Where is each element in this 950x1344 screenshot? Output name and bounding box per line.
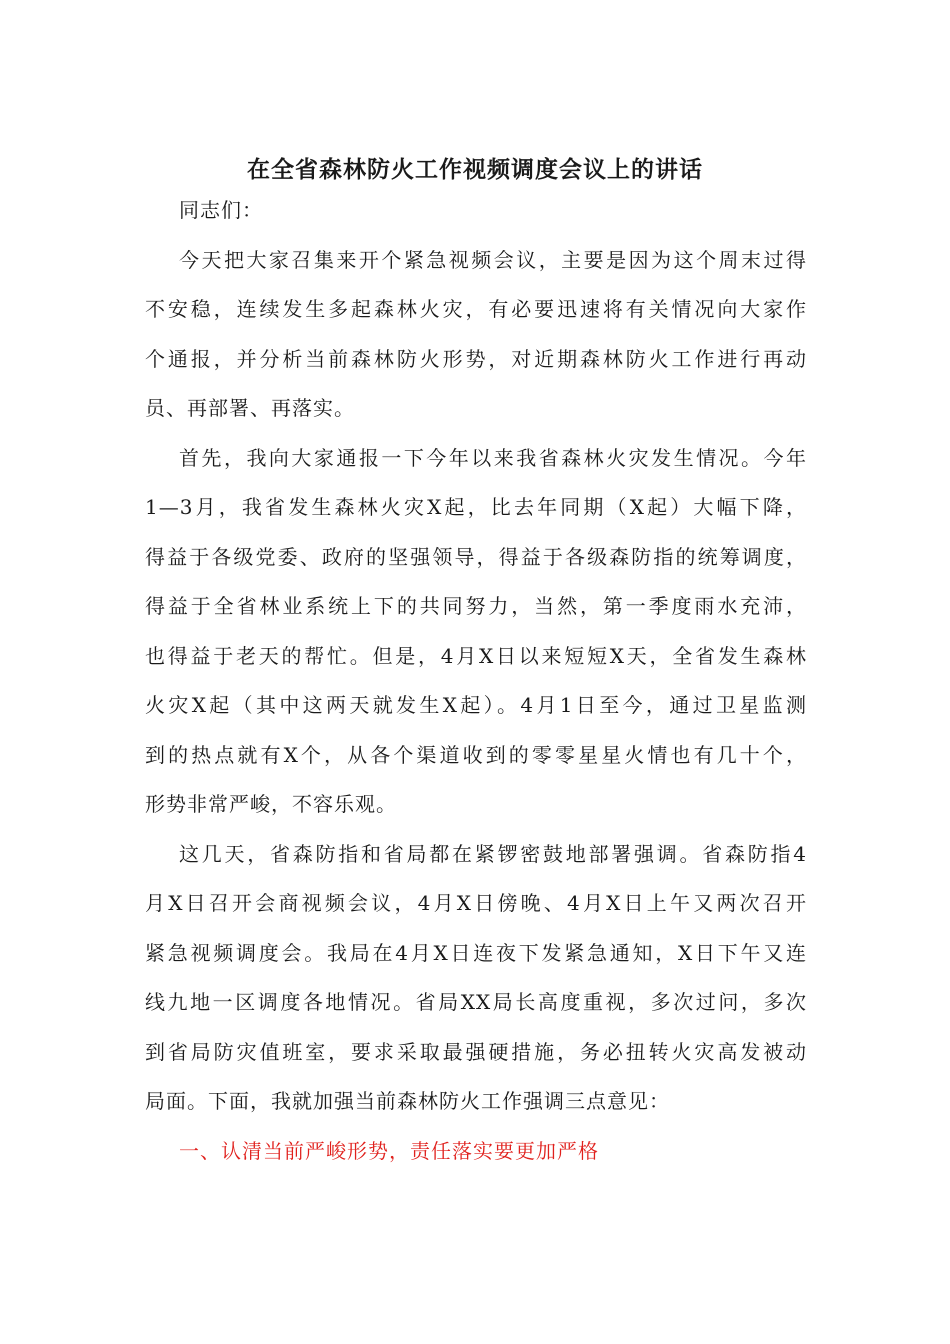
paragraph-2-line-7: 到的热点就有X个，从各个渠道收到的零零星星火情也有几十个， — [145, 742, 807, 767]
paragraph-3-line-6: 局面。下面，我就加强当前森林防火工作强调三点意见： — [145, 1089, 670, 1113]
paragraph-2-line-6: 火灾X起（其中这两天就发生X起）。4月1日至今，通过卫星监测 — [145, 693, 807, 717]
document-body — [145, 186, 807, 1176]
paragraph-2-line-3: 得益于各级党委、政府的坚强领导，得益于各级森防指的统筹调度， — [145, 544, 807, 569]
paragraph-3-line-1: 这几天，省森防指和省局都在紧锣密鼓地部署强调。省森防指4 — [179, 841, 807, 866]
paragraph-2-line-8: 形势非常严峻，不容乐观。 — [145, 792, 397, 816]
paragraph-2-line-1: 首先，我向大家通报一下今年以来我省森林火灾发生情况。今年 — [179, 445, 807, 470]
document-title: 在全省森林防火工作视频调度会议上的讲话 — [247, 156, 703, 183]
paragraph-2-line-5: 也得益于老天的帮忙。但是，4月X日以来短短X天，全省发生森林 — [145, 643, 807, 668]
paragraph-3-line-3: 紧急视频调度会。我局在4月X日连夜下发紧急通知，X日下午又连 — [145, 940, 807, 965]
section-heading-1: 一、认清当前严峻形势，责任落实要更加严格 — [179, 1138, 599, 1163]
paragraph-1-line-1: 今天把大家召集来开个紧急视频会议，主要是因为这个周末过得 — [179, 247, 807, 272]
paragraph-2-line-4: 得益于全省林业系统上下的共同努力，当然，第一季度雨水充沛， — [145, 594, 807, 618]
paragraph-1-line-3: 个通报，并分析当前森林防火形势，对近期森林防火工作进行再动 — [145, 346, 807, 371]
paragraph-1-line-4: 员、再部署、再落实。 — [145, 396, 355, 420]
paragraph-1-line-2: 不安稳，连续发生多起森林火灾，有必要迅速将有关情况向大家作 — [145, 297, 807, 321]
paragraph-2-line-2: 1—3月，我省发生森林火灾X起，比去年同期（X起）大幅下降， — [145, 495, 807, 519]
paragraph-3-line-2: 月X日召开会商视频会议，4月X日傍晚、4月X日上午又两次召开 — [145, 891, 807, 915]
paragraph-3-line-4: 线九地一区调度各地情况。省局XX局长高度重视，多次过问，多次 — [145, 990, 807, 1014]
salutation: 同志们： — [179, 198, 263, 222]
paragraph-3-line-5: 到省局防灾值班室，要求采取最强硬措施，务必扭转火灾高发被动 — [145, 1039, 807, 1064]
